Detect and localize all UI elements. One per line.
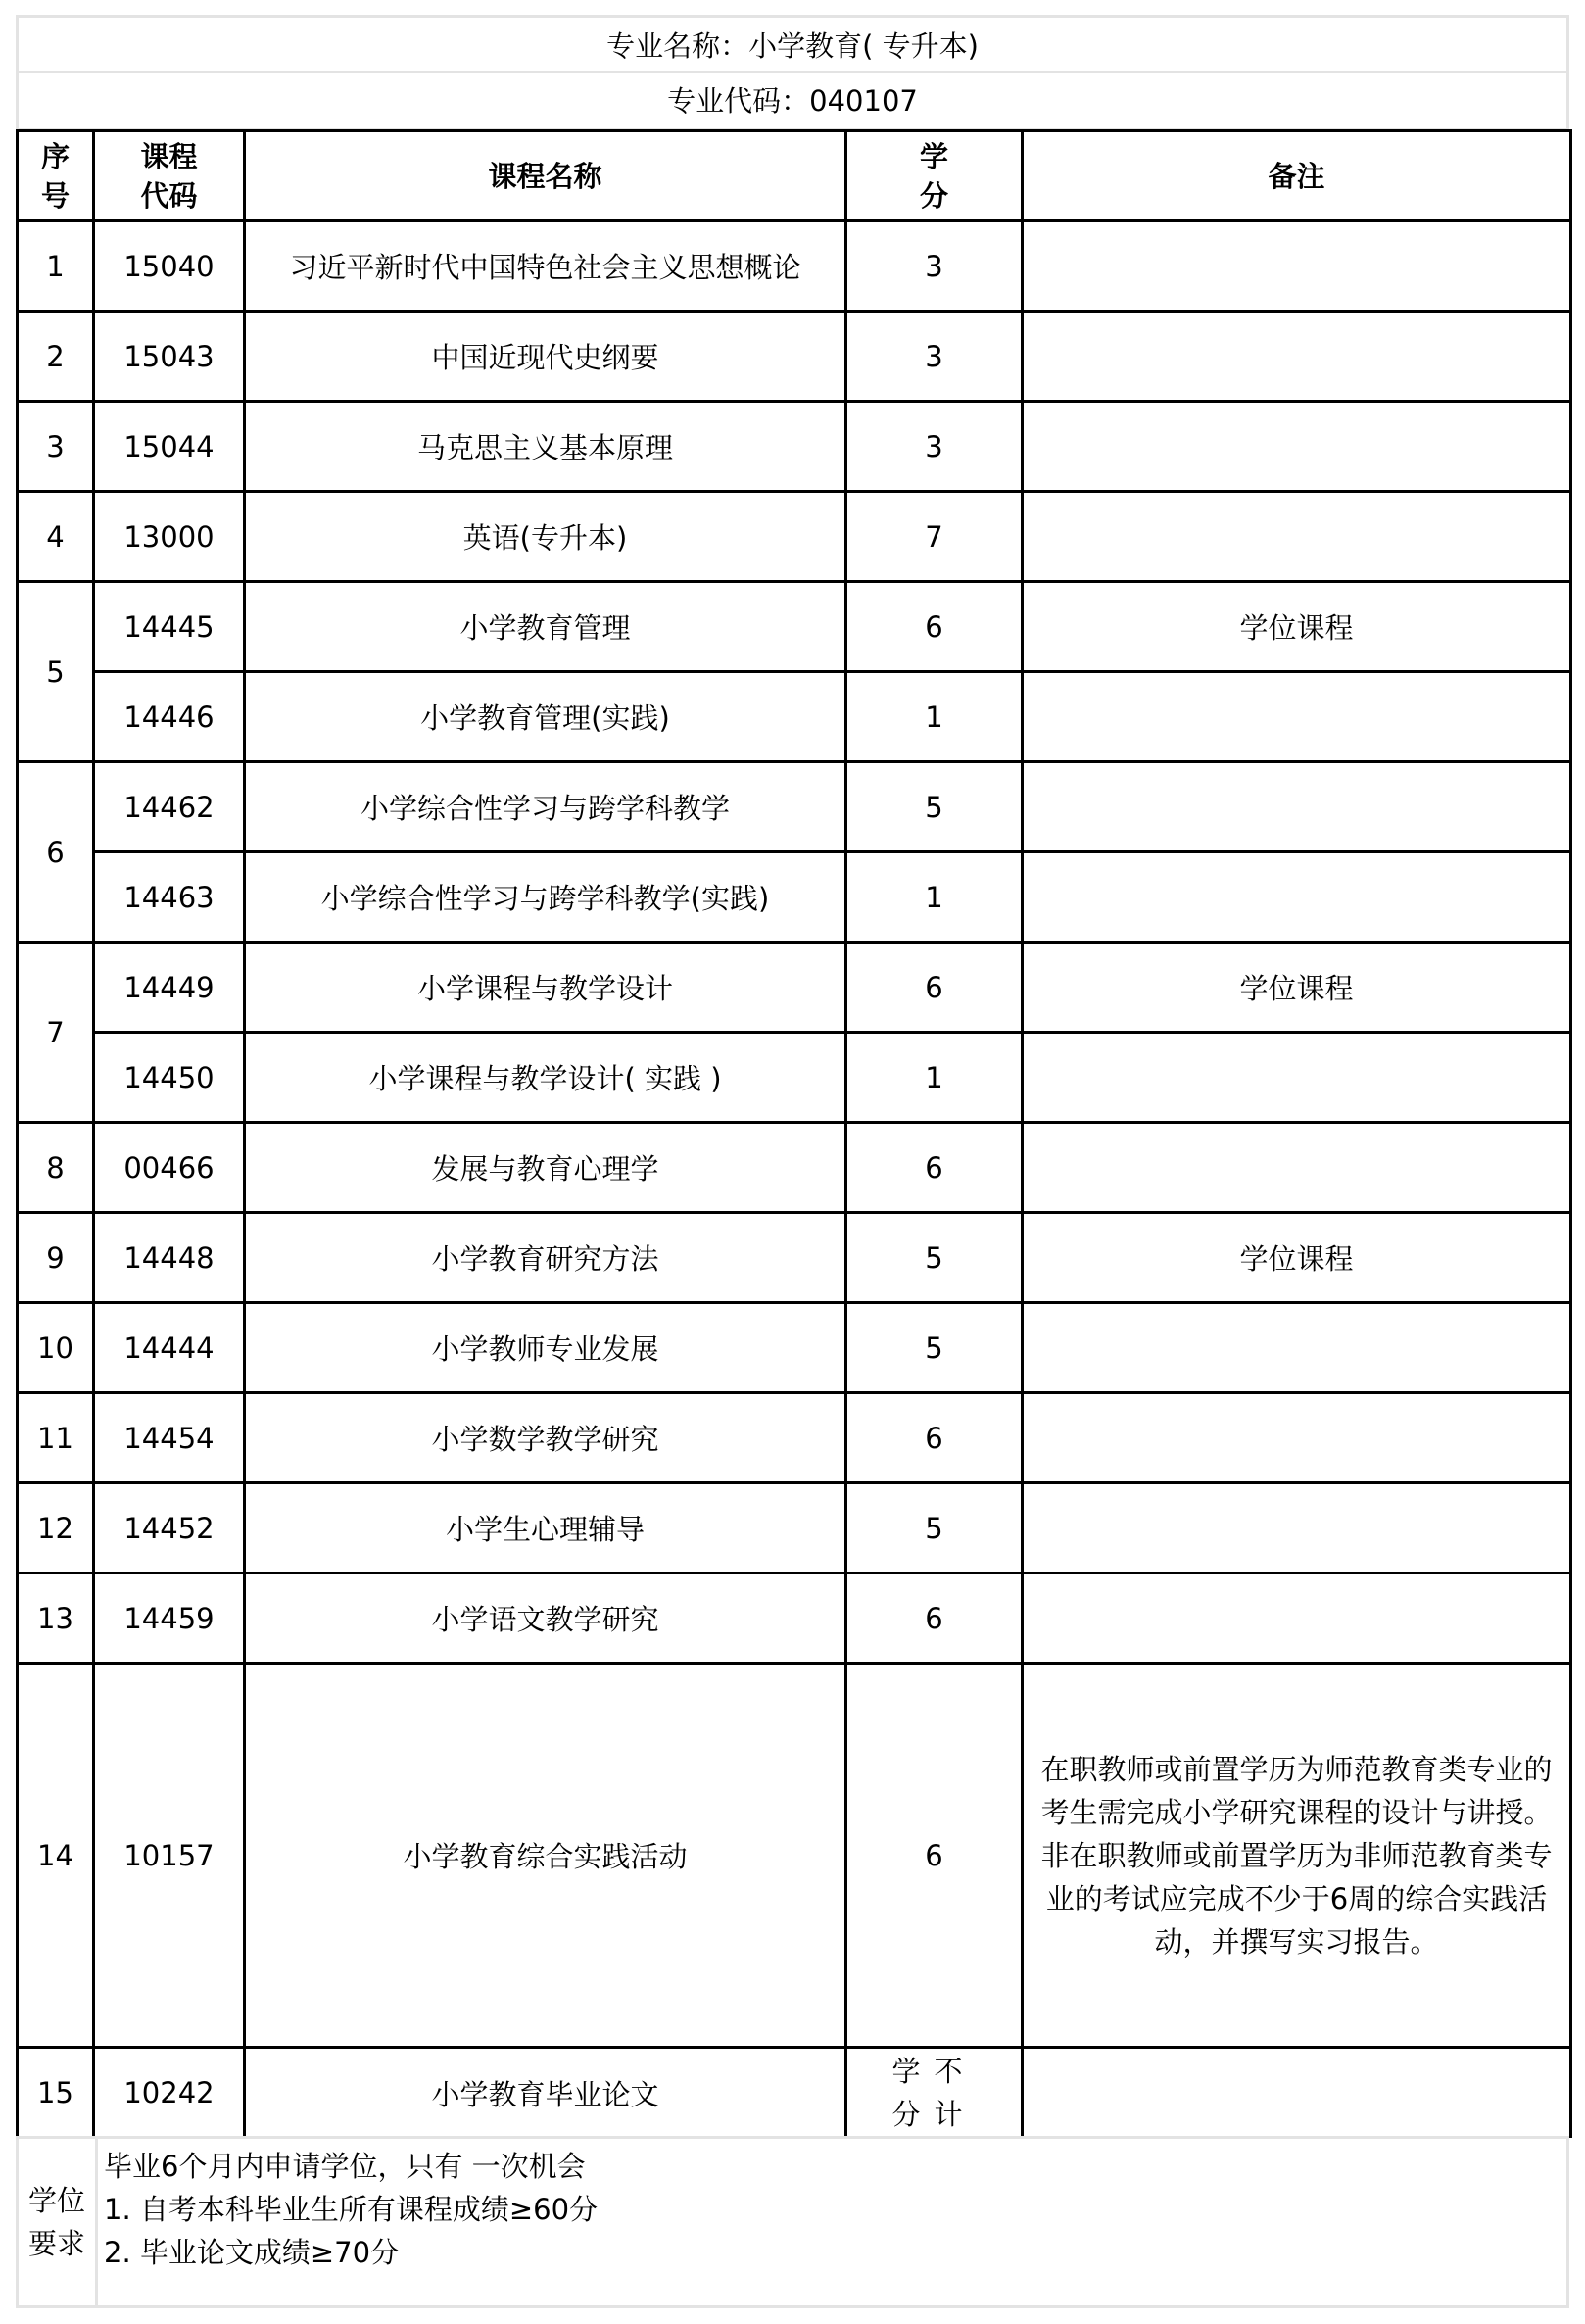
table-row [18, 1393, 1571, 1483]
note-cell [1023, 1574, 1571, 1664]
course-table [16, 129, 1572, 2139]
table-row [18, 1123, 1571, 1213]
note-cell [1023, 1033, 1571, 1123]
table-row [18, 402, 1571, 492]
code-cell: 14450 [94, 1033, 245, 1123]
col-header-seq: 序号 [18, 131, 94, 221]
credit-cell: 5 [846, 1303, 1023, 1393]
name-cell: 小学教师专业发展 [245, 1303, 846, 1393]
credit-cell: 6 [846, 1664, 1023, 2048]
code-cell: 14454 [94, 1393, 245, 1483]
name-cell: 发展与教育心理学 [245, 1123, 846, 1213]
credit-line-2: 分计 [891, 2098, 977, 2132]
seq-cell: 8 [18, 1123, 94, 1213]
code-cell: 14462 [94, 762, 245, 852]
note-cell [1023, 1123, 1571, 1213]
credit-cell: 3 [846, 312, 1023, 402]
table-row [18, 2048, 1571, 2138]
seq-cell: 13 [18, 1574, 94, 1664]
note-cell: 学位课程 [1023, 1213, 1571, 1303]
major-code: 专业代码：040107 [667, 84, 918, 118]
code-cell: 14445 [94, 582, 245, 672]
name-cell: 小学生心理辅导 [245, 1483, 846, 1574]
note-cell [1023, 852, 1571, 943]
credit-cell: 6 [846, 582, 1023, 672]
name-cell: 英语(专升本) [245, 492, 846, 582]
name-cell: 小学数学教学研究 [245, 1393, 846, 1483]
credit-cell: 1 [846, 852, 1023, 943]
name-cell: 习近平新时代中国特色社会主义思想概论 [245, 221, 846, 312]
table-row [18, 852, 1571, 943]
table-row [18, 1664, 1571, 2048]
code-cell: 10242 [94, 2048, 245, 2138]
table-row [18, 1213, 1571, 1303]
credit-cell: 6 [846, 1574, 1023, 1664]
name-cell: 马克思主义基本原理 [245, 402, 846, 492]
note-cell [1023, 402, 1571, 492]
table-row [18, 582, 1571, 672]
credit-line-1: 学不 [891, 2055, 977, 2089]
degree-line: 2. 毕业论文成绩≥70分 [104, 2236, 400, 2269]
seq-cell: 2 [18, 312, 94, 402]
seq-cell: 11 [18, 1393, 94, 1483]
major-name-row [16, 15, 1569, 73]
credit-cell: 6 [846, 1393, 1023, 1483]
note-cell [1023, 672, 1571, 762]
name-cell: 小学教育毕业论文 [245, 2048, 846, 2138]
credit-cell: 3 [846, 221, 1023, 312]
table-row [18, 762, 1571, 852]
header-row [18, 131, 1571, 221]
credit-cell: 5 [846, 1213, 1023, 1303]
credit-cell [846, 2048, 1023, 2138]
name-cell: 小学教育管理(实践) [245, 672, 846, 762]
seq-cell: 14 [18, 1664, 94, 2048]
table-row [18, 312, 1571, 402]
note-cell [1023, 2048, 1571, 2138]
note-cell [1023, 221, 1571, 312]
col-header-code: 课程代码 [94, 131, 245, 221]
code-cell: 14452 [94, 1483, 245, 1574]
note-cell [1023, 312, 1571, 402]
credit-cell: 5 [846, 762, 1023, 852]
code-cell: 15043 [94, 312, 245, 402]
code-cell: 15040 [94, 221, 245, 312]
table-row [18, 492, 1571, 582]
seq-cell: 12 [18, 1483, 94, 1574]
col-header-credit: 学分 [846, 131, 1023, 221]
name-cell: 小学教育研究方法 [245, 1213, 846, 1303]
note-cell [1023, 1483, 1571, 1574]
seq-cell: 4 [18, 492, 94, 582]
code-cell: 13000 [94, 492, 245, 582]
note-cell: 在职教师或前置学历为师范教育类专业的考生需完成小学研究课程的设计与讲授。非在职教师或前置学历为非师范教育类专业的考试应完成不少于6周的综合实践活动，并撰写实习报告。 [1023, 1664, 1571, 2048]
credit-cell: 7 [846, 492, 1023, 582]
note-cell [1023, 762, 1571, 852]
code-cell: 14444 [94, 1303, 245, 1393]
seq-cell: 3 [18, 402, 94, 492]
col-header-note: 备注 [1023, 131, 1571, 221]
seq-cell: 7 [18, 943, 94, 1123]
seq-cell: 6 [18, 762, 94, 943]
table-row [18, 221, 1571, 312]
code-cell: 14446 [94, 672, 245, 762]
table-row [18, 672, 1571, 762]
table-row [18, 1033, 1571, 1123]
name-cell: 小学课程与教学设计( 实践 ) [245, 1033, 846, 1123]
seq-cell: 10 [18, 1303, 94, 1393]
note-cell: 学位课程 [1023, 582, 1571, 672]
credit-cell: 1 [846, 1033, 1023, 1123]
seq-cell: 1 [18, 221, 94, 312]
table-row [18, 1303, 1571, 1393]
code-cell: 10157 [94, 1664, 245, 2048]
degree-line: 毕业6个月内申请学位，只有 一次机会 [104, 2150, 586, 2183]
name-cell: 小学教育管理 [245, 582, 846, 672]
table-row [18, 1483, 1571, 1574]
degree-requirements [16, 2136, 1569, 2308]
code-cell: 00466 [94, 1123, 245, 1213]
code-cell: 14459 [94, 1574, 245, 1664]
code-cell: 14448 [94, 1213, 245, 1303]
code-cell: 14463 [94, 852, 245, 943]
credit-cell: 3 [846, 402, 1023, 492]
seq-cell: 9 [18, 1213, 94, 1303]
note-cell [1023, 492, 1571, 582]
table-row [18, 943, 1571, 1033]
table-row [18, 1574, 1571, 1664]
name-cell: 小学课程与教学设计 [245, 943, 846, 1033]
credit-cell: 6 [846, 1123, 1023, 1213]
note-cell [1023, 1393, 1571, 1483]
degree-label: 学位要求 [19, 2139, 98, 2305]
col-header-name: 课程名称 [245, 131, 846, 221]
credit-cell: 6 [846, 943, 1023, 1033]
note-cell [1023, 1303, 1571, 1393]
code-cell: 15044 [94, 402, 245, 492]
name-cell: 中国近现代史纲要 [245, 312, 846, 402]
seq-cell: 5 [18, 582, 94, 762]
code-cell: 14449 [94, 943, 245, 1033]
credit-cell: 5 [846, 1483, 1023, 1574]
major-code-row [16, 71, 1569, 131]
name-cell: 小学教育综合实践活动 [245, 1664, 846, 2048]
name-cell: 小学综合性学习与跨学科教学(实践) [245, 852, 846, 943]
major-name: 专业名称：小学教育( 专升本) [606, 28, 979, 63]
degree-line: 1. 自考本科毕业生所有课程成绩≥60分 [104, 2193, 599, 2226]
name-cell: 小学综合性学习与跨学科教学 [245, 762, 846, 852]
seq-cell: 15 [18, 2048, 94, 2138]
credit-cell: 1 [846, 672, 1023, 762]
note-cell: 学位课程 [1023, 943, 1571, 1033]
name-cell: 小学语文教学研究 [245, 1574, 846, 1664]
degree-requirements-body [98, 2139, 1566, 2305]
